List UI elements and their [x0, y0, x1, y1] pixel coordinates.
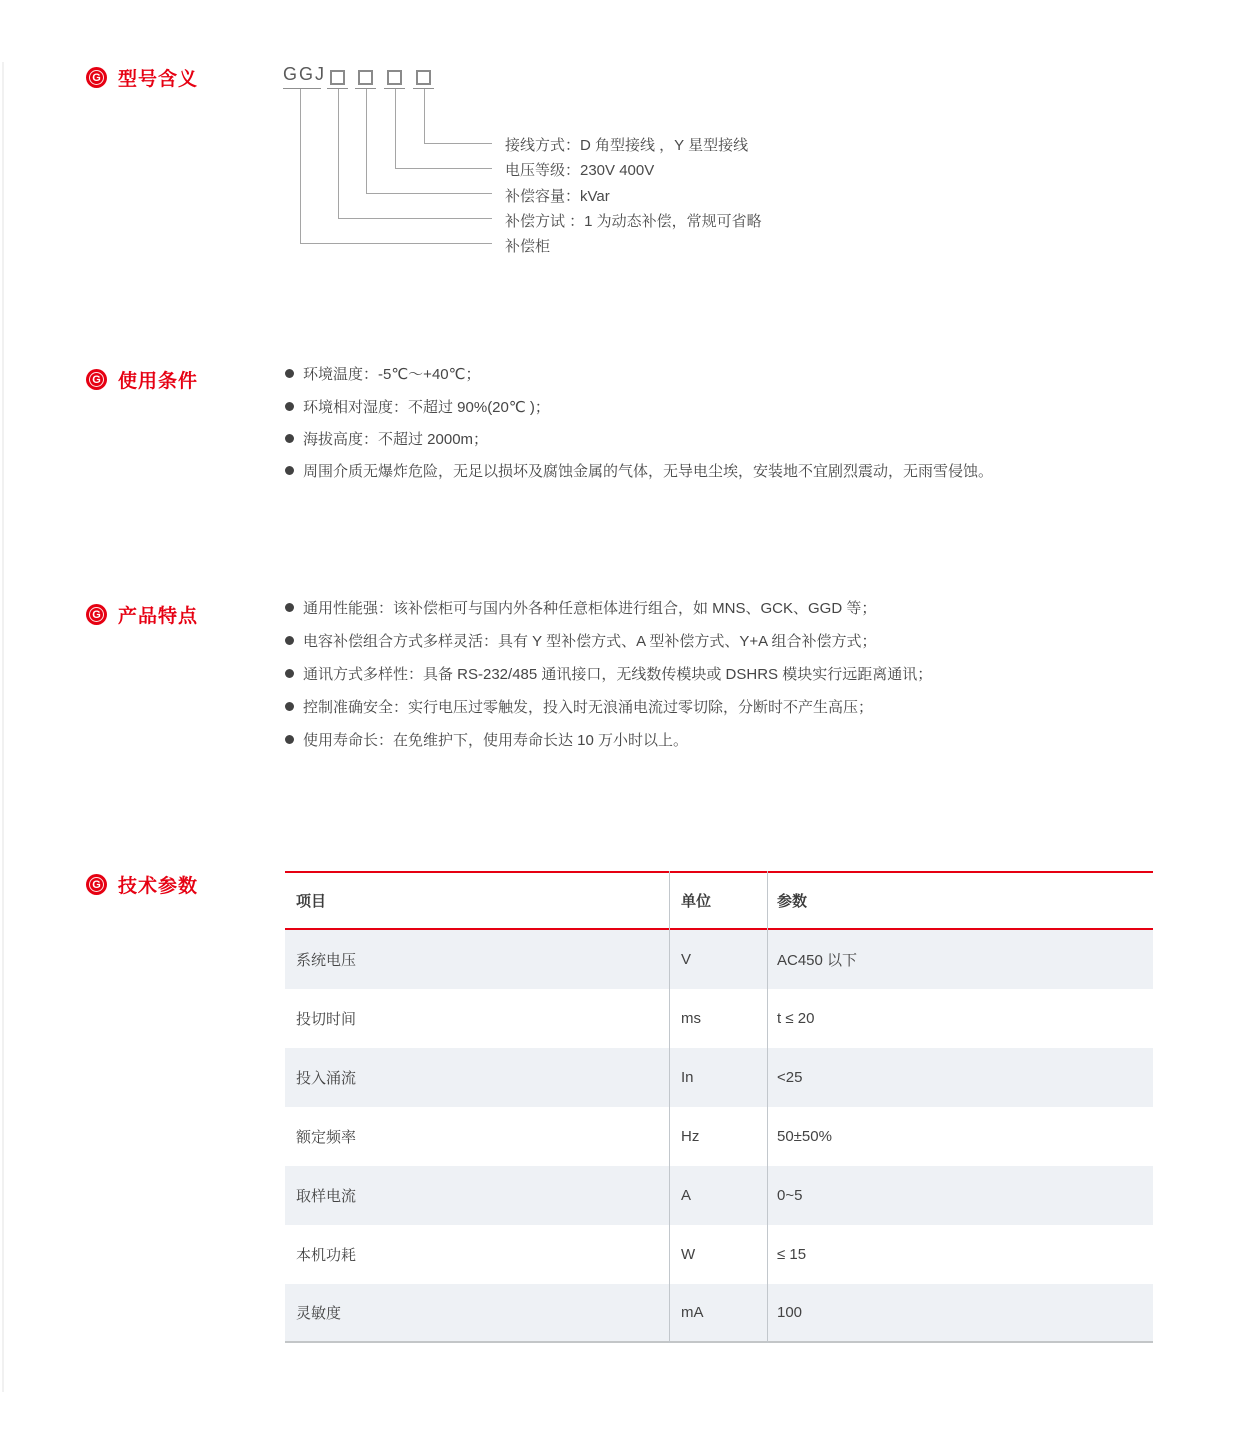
param-unit: W: [681, 1246, 696, 1263]
connector-line: [366, 89, 367, 193]
brand-logo-icon: G: [86, 874, 107, 895]
table-row: [285, 989, 1153, 1048]
condition-item: [285, 363, 480, 384]
feature-item: [285, 696, 873, 717]
connector-line: [338, 218, 492, 219]
param-unit: mA: [681, 1304, 704, 1321]
section-header-model: [86, 64, 198, 91]
feature-text: 通用性能强：该补偿柜可与国内外各种任意柜体进行组合，如 MNS、GCK、GGD 等；: [303, 600, 877, 617]
bullet-icon: [285, 669, 294, 678]
param-value: 0~5: [777, 1187, 803, 1204]
param-name: 投切时间: [296, 1011, 357, 1028]
param-unit: In: [681, 1069, 694, 1086]
section-title-params: 技术参数: [118, 876, 199, 897]
condition-text: 环境温度：-5℃～+40℃；: [303, 366, 481, 383]
feature-item: [285, 630, 877, 651]
connector-line: [300, 89, 301, 244]
bullet-icon: [285, 466, 294, 475]
param-unit: ms: [681, 1010, 701, 1027]
param-value: 100: [777, 1304, 803, 1321]
connector-line: [338, 89, 339, 219]
bullet-icon: [285, 735, 294, 744]
connector-line: [395, 89, 396, 168]
model-label-wiring: 接线方式：D 角型接线 ，Y 星型接线: [505, 137, 749, 154]
feature-text: 通讯方式多样性：具备 RS-232/485 通讯接口，无线数传模块或 DSHRS 模块实行远距离通讯；: [303, 666, 933, 683]
table-header-row: [285, 871, 1153, 930]
connector-line: [300, 243, 492, 244]
connector-line: [424, 143, 492, 144]
model-digit-box-3: [387, 70, 402, 85]
feature-text: 使用寿命长：在免维护下，使用寿命长达 10 万小时以上。: [303, 732, 689, 749]
parameters-table: [285, 871, 1153, 1343]
column-divider: [767, 871, 768, 1343]
model-digit-box-4: [416, 70, 431, 85]
condition-item: [285, 396, 550, 417]
model-label-capacity: 补偿容量：kVar: [505, 188, 610, 205]
param-name: 投入涌流: [296, 1070, 357, 1087]
page-edge-line: [2, 62, 4, 1392]
table-header-param: 参数: [777, 893, 808, 910]
param-name: 取样电流: [296, 1188, 357, 1205]
param-name: 额定频率: [296, 1129, 357, 1146]
condition-text: 周围介质无爆炸危险，无足以损坏及腐蚀金属的气体，无导电尘埃，安装地不宜剧烈震动，无雨雪侵蚀。: [303, 463, 994, 480]
model-digit-box-2: [358, 70, 373, 85]
bullet-icon: [285, 402, 294, 411]
param-name: 系统电压: [296, 952, 357, 969]
param-unit: V: [681, 951, 692, 968]
brand-logo-icon: G: [86, 604, 107, 625]
bullet-icon: [285, 702, 294, 711]
param-value: <25: [777, 1069, 803, 1086]
feature-item: [285, 663, 932, 684]
connector-line: [424, 89, 425, 143]
bullet-icon: [285, 603, 294, 612]
section-header-features: [86, 601, 198, 628]
connector-line: [395, 168, 492, 169]
param-value: t ≤ 20: [777, 1010, 815, 1027]
table-row: [285, 1107, 1153, 1166]
param-unit: A: [681, 1187, 692, 1204]
model-label-cabinet: 补偿柜: [505, 238, 551, 255]
condition-item: [285, 428, 488, 449]
table-header-item: 项目: [296, 893, 327, 910]
table-row: [285, 1048, 1153, 1107]
param-value: AC450 以下: [777, 952, 858, 969]
condition-text: 海拔高度：不超过 2000m；: [303, 431, 489, 448]
table-header-unit: 单位: [681, 893, 712, 910]
feature-text: 控制准确安全：实行电压过零触发，投入时无浪涌电流过零切除，分断时不产生高压；: [303, 699, 874, 716]
brand-logo-icon: G: [86, 67, 107, 88]
model-label-mode: 补偿方试 ：1 为动态补偿，常规可省略: [505, 213, 762, 230]
section-title-model: 型号含义: [118, 69, 199, 90]
table-row: [285, 930, 1153, 989]
section-header-conditions: [86, 366, 198, 393]
table-row: [285, 1284, 1153, 1343]
param-value: 50±50%: [777, 1128, 832, 1145]
section-title-conditions: 使用条件: [118, 371, 199, 392]
table-row: [285, 1225, 1153, 1284]
table-row: [285, 1166, 1153, 1225]
model-digit-box-1: [330, 70, 345, 85]
condition-text: 环境相对湿度：不超过 90%(20℃ )；: [303, 399, 550, 416]
bullet-icon: [285, 434, 294, 443]
param-name: 灵敏度: [296, 1305, 342, 1322]
param-name: 本机功耗: [296, 1247, 357, 1264]
feature-item: [285, 597, 876, 618]
feature-text: 电容补偿组合方式多样灵活：具有 Y 型补偿方式、A 型补偿方式、Y+A 组合补偿方式；: [303, 633, 877, 650]
brand-logo-icon: G: [86, 369, 107, 390]
bullet-icon: [285, 636, 294, 645]
connector-line: [366, 193, 492, 194]
underline: [283, 88, 321, 89]
bullet-icon: [285, 369, 294, 378]
param-unit: Hz: [681, 1128, 700, 1145]
model-label-voltage: 电压等级：230V 400V: [505, 162, 655, 179]
section-header-params: [86, 871, 198, 898]
column-divider: [669, 871, 670, 1343]
model-prefix: GGJ: [283, 64, 327, 84]
condition-item: [285, 460, 993, 481]
param-value: ≤ 15: [777, 1246, 807, 1263]
feature-item: [285, 729, 688, 750]
section-title-features: 产品特点: [118, 606, 199, 627]
